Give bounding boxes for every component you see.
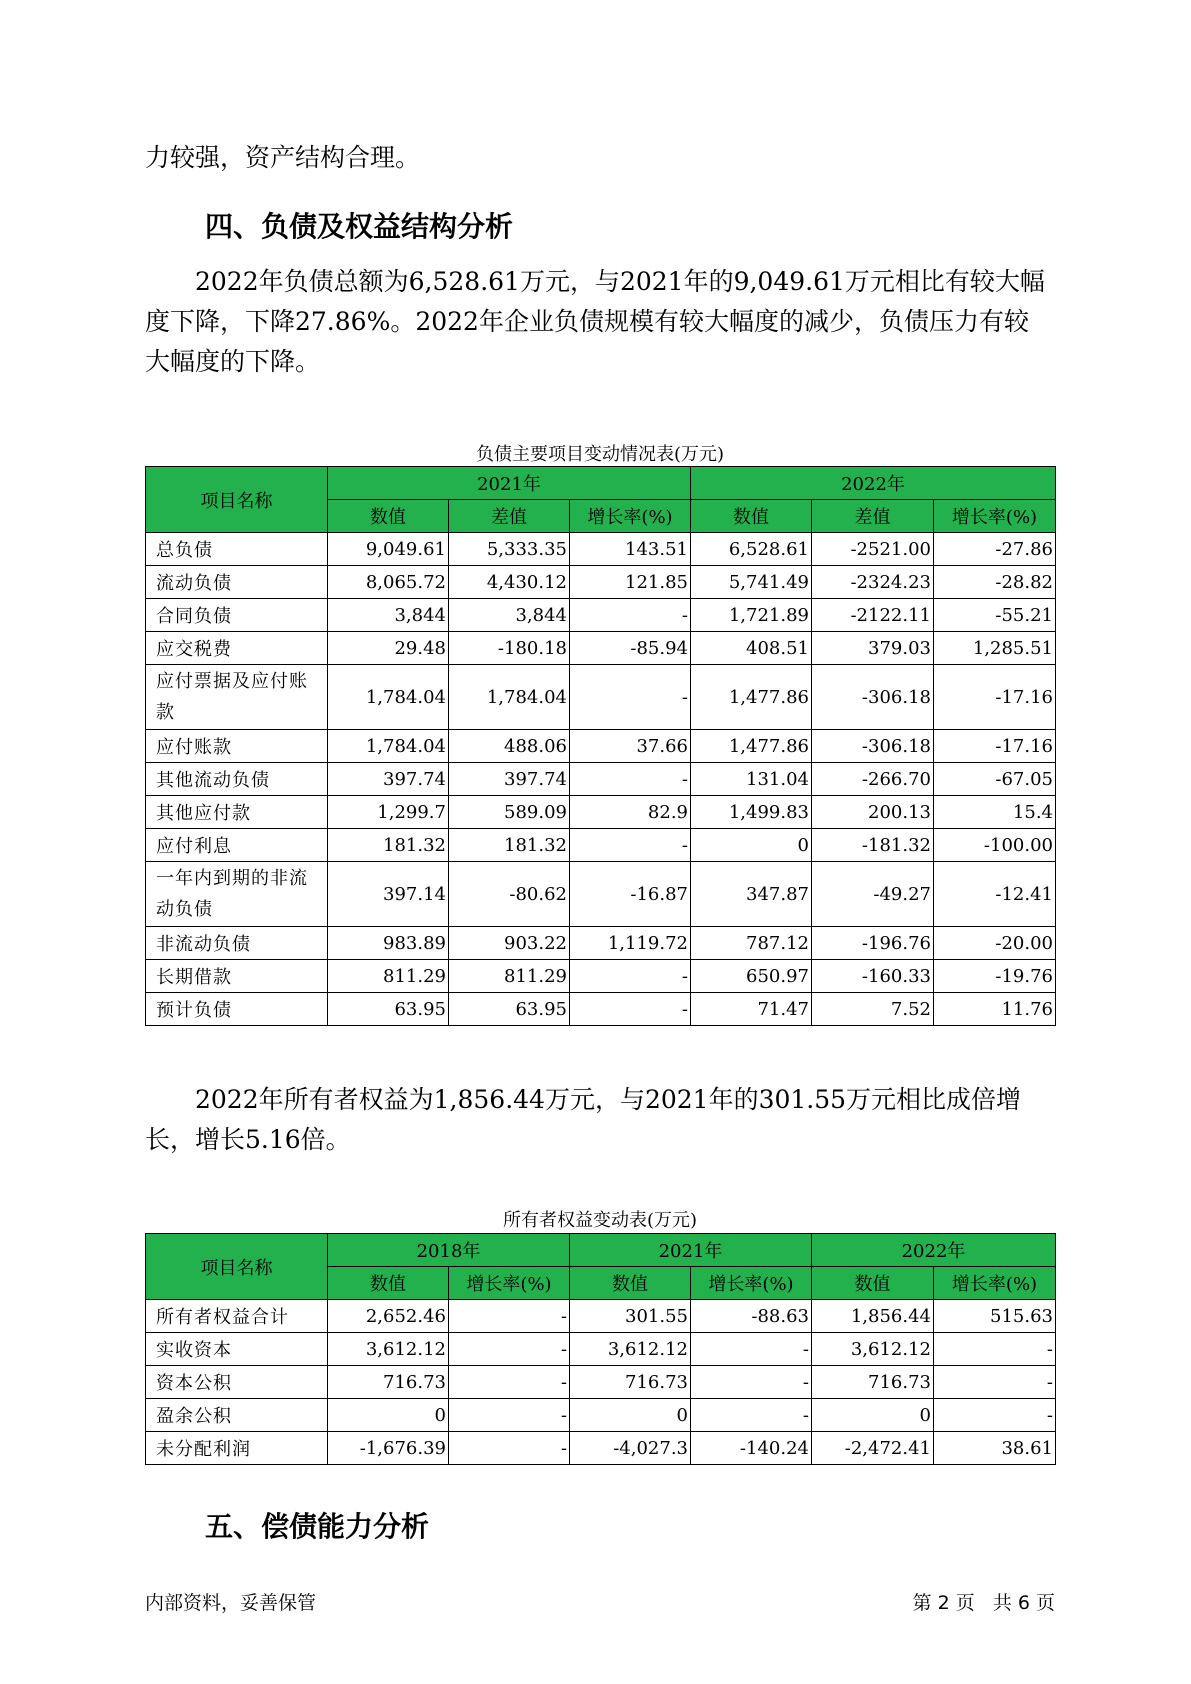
table-cell: 0 xyxy=(570,1399,691,1432)
table-cell: 181.32 xyxy=(449,829,570,862)
table-cell: -2521.00 xyxy=(812,533,934,566)
table-cell: - xyxy=(570,599,691,632)
table-cell: 515.63 xyxy=(934,1300,1056,1333)
table-cell: -100.00 xyxy=(934,829,1056,862)
row-label: 合同负债 xyxy=(146,599,328,632)
row-label: 所有者权益合计 xyxy=(146,1300,328,1333)
table-row xyxy=(146,730,1056,763)
table-cell: 15.4 xyxy=(934,796,1056,829)
row-label: 总负债 xyxy=(146,533,328,566)
table-row xyxy=(146,993,1056,1026)
table-row xyxy=(146,1399,1056,1432)
table-row xyxy=(146,599,1056,632)
table-row xyxy=(146,796,1056,829)
table-cell: - xyxy=(449,1432,570,1465)
table-cell: 131.04 xyxy=(691,763,812,796)
table-cell: - xyxy=(934,1399,1056,1432)
table-cell: - xyxy=(570,665,691,730)
table1-subheader: 增长率(%) xyxy=(570,500,691,533)
table1-subheader: 数值 xyxy=(691,500,812,533)
table-cell: 397.14 xyxy=(328,862,449,927)
table-cell: - xyxy=(449,1300,570,1333)
table-cell: 9,049.61 xyxy=(328,533,449,566)
row-label: 非流动负债 xyxy=(146,927,328,960)
table1-header-year-2022: 2022年 xyxy=(691,467,1056,500)
row-label: 其他应付款 xyxy=(146,796,328,829)
row-label: 未分配利润 xyxy=(146,1432,328,1465)
table-cell: - xyxy=(570,993,691,1026)
table-cell: 811.29 xyxy=(449,960,570,993)
table-cell: -1,676.39 xyxy=(328,1432,449,1465)
table-cell: 488.06 xyxy=(449,730,570,763)
table-cell: 1,784.04 xyxy=(328,730,449,763)
table-cell: 787.12 xyxy=(691,927,812,960)
table-cell: -180.18 xyxy=(449,632,570,665)
table1-caption: 负债主要项目变动情况表(万元) xyxy=(475,444,725,465)
table-row xyxy=(146,862,1056,927)
table2-header-year-2022: 2022年 xyxy=(812,1234,1056,1267)
table-cell: -85.94 xyxy=(570,632,691,665)
row-label: 应交税费 xyxy=(146,632,328,665)
table-cell: 63.95 xyxy=(449,993,570,1026)
row-label: 实收资本 xyxy=(146,1333,328,1366)
table2-subheader: 增长率(%) xyxy=(934,1267,1056,1300)
table-cell: 1,299.7 xyxy=(328,796,449,829)
table-cell: - xyxy=(570,763,691,796)
table-cell: 0 xyxy=(812,1399,934,1432)
footer-left: 内部资料，妥善保管 xyxy=(145,1592,317,1614)
table-cell: - xyxy=(570,960,691,993)
table-cell: 6,528.61 xyxy=(691,533,812,566)
table-cell: 3,612.12 xyxy=(328,1333,449,1366)
row-label: 预计负债 xyxy=(146,993,328,1026)
table-cell: 408.51 xyxy=(691,632,812,665)
table-cell: -67.05 xyxy=(934,763,1056,796)
table-row xyxy=(146,632,1056,665)
row-label: 一年内到期的非流动负债 xyxy=(146,862,328,927)
row-label: 流动负债 xyxy=(146,566,328,599)
table-cell: 143.51 xyxy=(570,533,691,566)
table-cell: - xyxy=(449,1333,570,1366)
table-cell: 4,430.12 xyxy=(449,566,570,599)
table2-subheader: 增长率(%) xyxy=(691,1267,812,1300)
table-cell: 1,856.44 xyxy=(812,1300,934,1333)
table-cell: -196.76 xyxy=(812,927,934,960)
table-cell: 716.73 xyxy=(812,1366,934,1399)
table-cell: -2,472.41 xyxy=(812,1432,934,1465)
table-cell: 7.52 xyxy=(812,993,934,1026)
table-cell: 347.87 xyxy=(691,862,812,927)
table1-subheader: 差值 xyxy=(449,500,570,533)
table-row xyxy=(146,1300,1056,1333)
table1-subheader: 差值 xyxy=(812,500,934,533)
table-cell: 1,784.04 xyxy=(328,665,449,730)
table-cell: -2122.11 xyxy=(812,599,934,632)
table-cell: 2,652.46 xyxy=(328,1300,449,1333)
table-cell: 0 xyxy=(328,1399,449,1432)
table-cell: 5,333.35 xyxy=(449,533,570,566)
table-cell: -306.18 xyxy=(812,730,934,763)
table-cell: -12.41 xyxy=(934,862,1056,927)
paragraph-equity: 2022年所有者权益为1,856.44万元，与2021年的301.55万元相比成倍增长，增长5.16倍。 xyxy=(145,1085,1022,1154)
table-cell: 11.76 xyxy=(934,993,1056,1026)
table-cell: -28.82 xyxy=(934,566,1056,599)
paragraph-continuation: 力较强，资产结构合理。 xyxy=(145,143,421,172)
table-cell: 63.95 xyxy=(328,993,449,1026)
table-cell: 38.61 xyxy=(934,1432,1056,1465)
table-cell: 716.73 xyxy=(570,1366,691,1399)
table-row xyxy=(146,665,1056,730)
table-cell: 3,612.12 xyxy=(812,1333,934,1366)
table-cell: 8,065.72 xyxy=(328,566,449,599)
table-cell: 983.89 xyxy=(328,927,449,960)
table-cell: -80.62 xyxy=(449,862,570,927)
table-cell: -17.16 xyxy=(934,665,1056,730)
table-cell: 397.74 xyxy=(328,763,449,796)
table-cell: -306.18 xyxy=(812,665,934,730)
row-label: 其他流动负债 xyxy=(146,763,328,796)
row-label: 应付账款 xyxy=(146,730,328,763)
table1-header-year-2021: 2021年 xyxy=(328,467,691,500)
table-cell: 71.47 xyxy=(691,993,812,1026)
table2-subheader: 数值 xyxy=(812,1267,934,1300)
table-cell: -140.24 xyxy=(691,1432,812,1465)
table-row xyxy=(146,1432,1056,1465)
table-cell: 716.73 xyxy=(328,1366,449,1399)
footer-page-number: 第 2 页 共 6 页 xyxy=(912,1592,1055,1614)
table1-subheader: 增长率(%) xyxy=(934,500,1056,533)
table-cell: 3,612.12 xyxy=(570,1333,691,1366)
table-cell: - xyxy=(691,1399,812,1432)
table-cell: 3,844 xyxy=(328,599,449,632)
table-cell: -19.76 xyxy=(934,960,1056,993)
table-row xyxy=(146,829,1056,862)
row-label: 盈余公积 xyxy=(146,1399,328,1432)
table-row xyxy=(146,1333,1056,1366)
table-row xyxy=(146,533,1056,566)
table-cell: 589.09 xyxy=(449,796,570,829)
table2-subheader: 数值 xyxy=(570,1267,691,1300)
table-cell: 3,844 xyxy=(449,599,570,632)
row-label: 长期借款 xyxy=(146,960,328,993)
table-cell: 200.13 xyxy=(812,796,934,829)
table-cell: 1,119.72 xyxy=(570,927,691,960)
table2-header-year-2018: 2018年 xyxy=(328,1234,570,1267)
table2-subheader: 增长率(%) xyxy=(449,1267,570,1300)
table-cell: 1,721.89 xyxy=(691,599,812,632)
equity-table xyxy=(145,1233,1056,1465)
table-cell: 37.66 xyxy=(570,730,691,763)
row-label: 应付利息 xyxy=(146,829,328,862)
table-row xyxy=(146,960,1056,993)
table-cell: 82.9 xyxy=(570,796,691,829)
table-cell: 903.22 xyxy=(449,927,570,960)
row-label: 资本公积 xyxy=(146,1366,328,1399)
table1-header-item-name: 项目名称 xyxy=(146,467,328,533)
table-cell: 650.97 xyxy=(691,960,812,993)
table-row xyxy=(146,763,1056,796)
table-cell: 1,477.86 xyxy=(691,665,812,730)
table-cell: -16.87 xyxy=(570,862,691,927)
table-cell: -181.32 xyxy=(812,829,934,862)
table-cell: 1,499.83 xyxy=(691,796,812,829)
table-cell: 301.55 xyxy=(570,1300,691,1333)
table-cell: -17.16 xyxy=(934,730,1056,763)
table-cell: 397.74 xyxy=(449,763,570,796)
table-cell: 1,784.04 xyxy=(449,665,570,730)
table-cell: 121.85 xyxy=(570,566,691,599)
table-cell: - xyxy=(691,1333,812,1366)
table-row xyxy=(146,1366,1056,1399)
table-cell: -266.70 xyxy=(812,763,934,796)
table-cell: 1,285.51 xyxy=(934,632,1056,665)
table1-subheader: 数值 xyxy=(328,500,449,533)
section-heading-liabilities: 四、负债及权益结构分析 xyxy=(205,210,514,243)
section-heading-solvency: 五、偿债能力分析 xyxy=(205,1510,430,1543)
table-cell: -49.27 xyxy=(812,862,934,927)
table-cell: -20.00 xyxy=(934,927,1056,960)
paragraph-liabilities: 2022年负债总额为6,528.61万元，与2021年的9,049.61万元相比有较大幅度下降，下降27.86%。2022年企业负债规模有较大幅度的减少，负债压力有较大幅度的下降。 xyxy=(145,267,1045,376)
row-label: 应付票据及应付账款 xyxy=(146,665,328,730)
table-cell: 5,741.49 xyxy=(691,566,812,599)
table-cell: 379.03 xyxy=(812,632,934,665)
table2-caption: 所有者权益变动表(万元) xyxy=(502,1210,698,1231)
table2-header-item-name: 项目名称 xyxy=(146,1234,328,1300)
table-cell: -160.33 xyxy=(812,960,934,993)
table-cell: - xyxy=(449,1366,570,1399)
table-row xyxy=(146,927,1056,960)
table-cell: - xyxy=(449,1399,570,1432)
table-cell: -27.86 xyxy=(934,533,1056,566)
liabilities-table xyxy=(145,466,1056,1026)
table-cell: - xyxy=(934,1366,1056,1399)
table-cell: -4,027.3 xyxy=(570,1432,691,1465)
table-cell: - xyxy=(691,1366,812,1399)
table-cell: 181.32 xyxy=(328,829,449,862)
table-cell: -2324.23 xyxy=(812,566,934,599)
table-cell: - xyxy=(570,829,691,862)
table-cell: -55.21 xyxy=(934,599,1056,632)
table-cell: 29.48 xyxy=(328,632,449,665)
table-cell: 1,477.86 xyxy=(691,730,812,763)
table-cell: 0 xyxy=(691,829,812,862)
table-row xyxy=(146,566,1056,599)
table2-header-year-2021: 2021年 xyxy=(570,1234,812,1267)
table-cell: 811.29 xyxy=(328,960,449,993)
table-cell: - xyxy=(934,1333,1056,1366)
table2-subheader: 数值 xyxy=(328,1267,449,1300)
table-cell: -88.63 xyxy=(691,1300,812,1333)
